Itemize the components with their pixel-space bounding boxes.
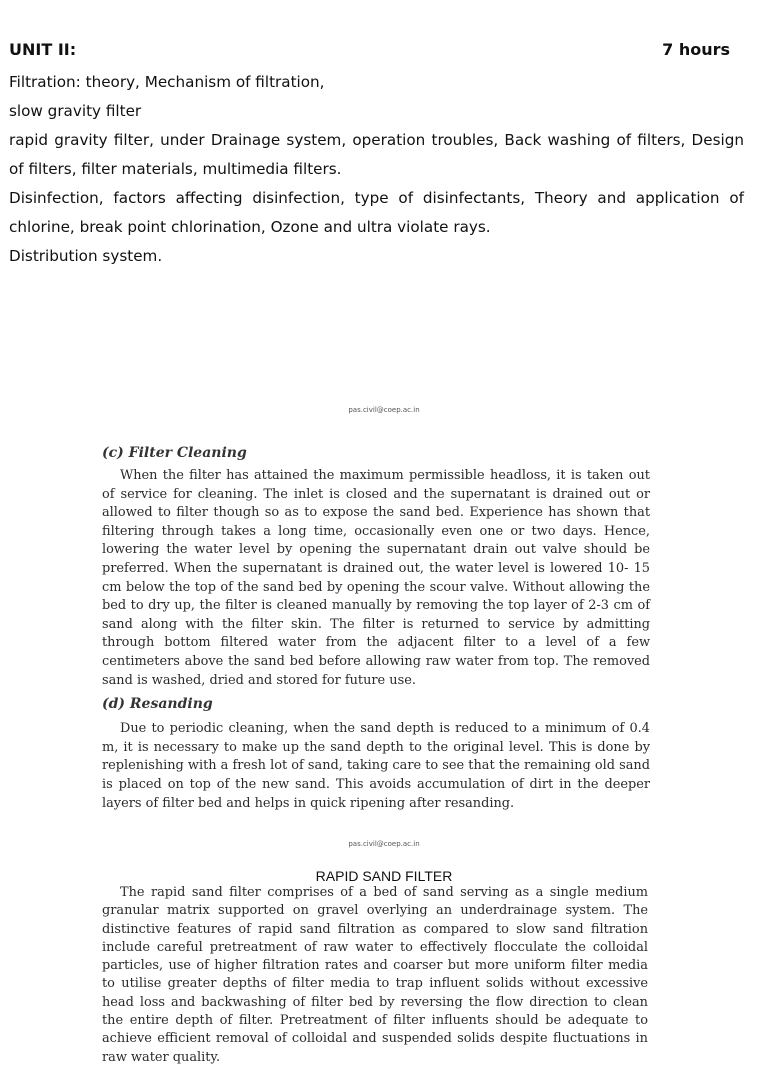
filter-cleaning-heading: (c) Filter Cleaning xyxy=(102,445,247,461)
syllabus-line: Disinfection, factors affecting disinfection, type of disinfectants, Theory and application of chlorine, break point chlorination, Ozone and ultra violate rays. xyxy=(9,189,744,236)
syllabus-block xyxy=(9,68,744,271)
syllabus-line: Distribution system. xyxy=(9,247,163,265)
unit-header xyxy=(9,40,730,59)
unit-hours: 7 hours xyxy=(662,40,730,59)
filter-cleaning-body: When the filter has attained the maximum permissible headloss, it is taken out of service for cleaning. The inlet is closed and the supernatant is drained out or allowed to filter though so as to expose the sand bed. Experience has shown that filtering through takes a long time, occasionally even one or two days. Hence, lowering the water level by opening the supernatant drain out valve should be preferred. When the supernatant is drained out, the water level is lowered 10- 15 cm below the top of the sand bed by opening the scour valve. Without allowing the bed to dry up, the filter is cleaned manually by removing the top layer of 2-3 cm of sand along with the filter skin. The filter is returned to service by admitting through bottom filtered water from the adjacent filter to a level of a few centimeters above the sand bed before allowing raw water from top. The removed sand is washed, dried and stored for future use. xyxy=(102,468,650,688)
scanned-page-rapid-sand-filter xyxy=(102,884,648,1067)
syllabus-line: rapid gravity filter, under Drainage system, operation troubles, Back washing of filters, Design of filters, filter materials, multimedia filters. xyxy=(9,131,744,178)
syllabus-line: slow gravity filter xyxy=(9,102,142,120)
rapid-sand-filter-title: RAPID SAND FILTER xyxy=(315,868,453,884)
scanned-page-filter-cleaning xyxy=(102,443,650,813)
footer-email: pas.civil@coep.ac.in xyxy=(348,840,420,848)
footer-email: pas.civil@coep.ac.in xyxy=(348,406,420,414)
resanding-body: Due to periodic cleaning, when the sand depth is reduced to a minimum of 0.4 m, it is necessary to make up the sand depth to the original level. This is done by replenishing with a fresh lot of sand, taking care to see that the remaining old sand is placed on top of the new sand. This avoids accumulation of dirt in the deeper layers of filter bed and helps in quick ripening after resanding. xyxy=(102,721,650,811)
resanding-heading: (d) Resanding xyxy=(102,696,213,713)
syllabus-line: Filtration: theory, Mechanism of filtration, xyxy=(9,73,325,91)
unit-title: UNIT II: xyxy=(9,40,77,59)
rapid-sand-filter-body: The rapid sand filter comprises of a bed of sand serving as a single medium granular matrix supported on gravel overlying an underdrainage system. The distinctive features of rapid sand filtration as compared to slow sand filtration include careful pretreatment of raw water to effectively flocculate the colloidal particles, use of higher filtration rates and coarser but more uniform filter media to utilise greater depths of filter media to trap influent solids without excessive head loss and backwashing of filter bed by reversing the flow direction to clean the entire depth of filter. Pretreatment of filter influents should be adequate to achieve efficient removal of colloidal and suspended solids despite fluctuations in raw water quality. xyxy=(102,885,648,1065)
